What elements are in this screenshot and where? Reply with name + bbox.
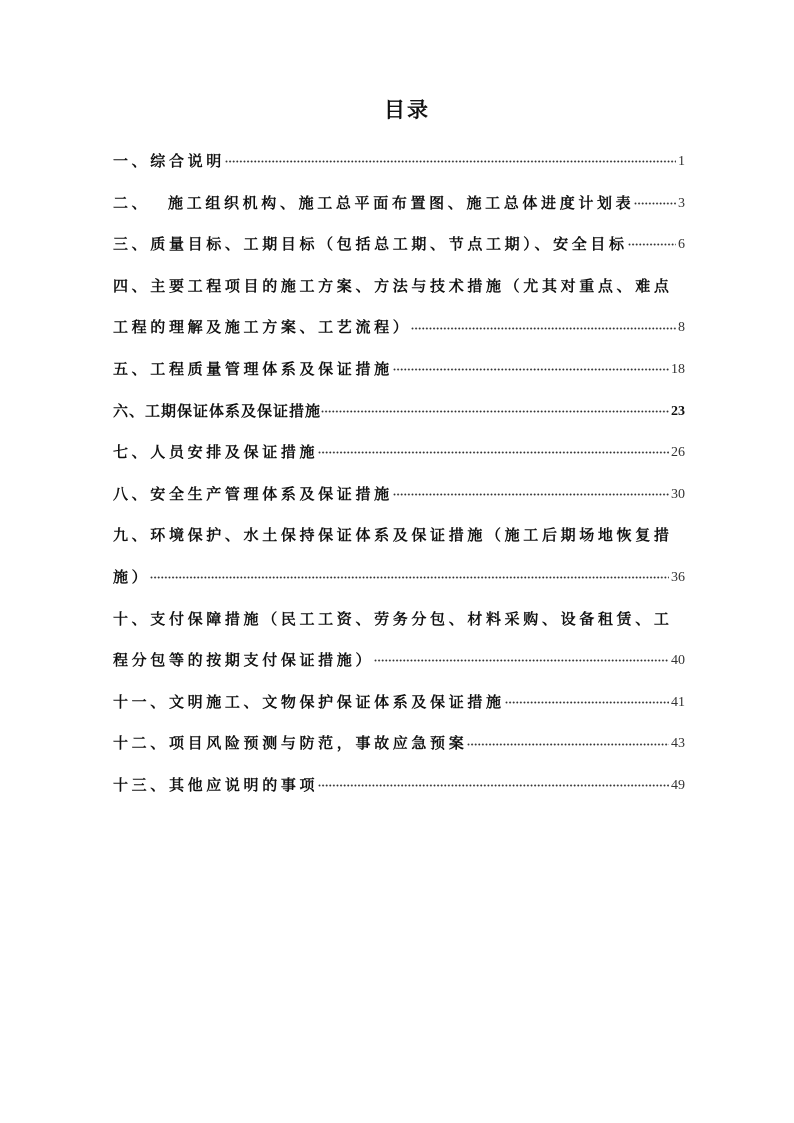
toc-entry-10[interactable] [113, 599, 689, 682]
toc-entry-row [113, 224, 685, 266]
dot-leader [150, 576, 669, 579]
dot-leader [374, 659, 669, 662]
dot-leader [628, 243, 676, 246]
dot-leader [393, 493, 669, 496]
toc-entry-text: 施） [113, 567, 151, 586]
toc-page-number: 8 [678, 320, 685, 336]
toc-entry-7[interactable] [113, 432, 689, 474]
toc-entry-text: 一、综合说明 [113, 152, 225, 170]
toc-entry-row [113, 557, 685, 599]
toc-entry-12[interactable] [113, 723, 689, 765]
dot-leader [411, 327, 676, 330]
toc-entry-text: 八、安全生产管理体系及保证措施 [113, 484, 393, 503]
toc-page-number: 30 [671, 486, 685, 502]
toc-page-number: 23 [671, 403, 685, 419]
dot-leader [634, 202, 676, 205]
toc-entry-9[interactable] [113, 515, 689, 598]
dot-leader [393, 368, 669, 371]
toc-entry-row [113, 765, 685, 807]
dot-leader [318, 451, 669, 454]
toc-entry-text-line: 四、主要工程项目的施工方案、方法与技术措施（尤其对重点、难点 [113, 276, 673, 295]
toc-page-number: 49 [671, 777, 685, 793]
dot-leader [505, 701, 669, 704]
toc-entry-text: 二、 施工组织机构、施工总平面布置图、施工总体进度计划表 [113, 193, 635, 212]
toc-entry-text-line: 十、支付保障措施（民工工资、劳务分包、材料采购、设备租赁、工 [113, 609, 673, 628]
toc-entry-4[interactable] [113, 266, 689, 349]
toc-entry-6[interactable] [113, 391, 689, 433]
dot-leader [321, 410, 669, 413]
toc-page-number: 3 [678, 195, 685, 211]
toc-entry-text: 程分包等的按期支付保证措施） [113, 651, 375, 670]
toc-entry-row [113, 391, 685, 433]
toc-entry-row [113, 183, 685, 225]
toc-entry-row [113, 432, 685, 474]
toc-page-number: 41 [671, 694, 685, 710]
toc-entry-text: 六、工期保证体系及保证措施 [113, 401, 322, 420]
toc-page-number: 40 [671, 653, 685, 669]
toc-entry-5[interactable] [113, 349, 689, 391]
toc-entry-text: 十二、项目风险预测与防范，事故应急预案 [113, 734, 468, 753]
toc-entry-text: 三、质量目标、工期目标（包括总工期、节点工期）、安全目标 [113, 235, 628, 254]
toc-entry-text: 十一、文明施工、文物保护保证体系及保证措施 [113, 692, 505, 711]
toc-page-number: 6 [678, 237, 685, 253]
toc-entry-2[interactable] [113, 183, 689, 225]
toc-entry-row [113, 349, 685, 391]
toc-entry-text: 十三、其他应说明的事项 [113, 775, 319, 794]
toc-entry-row [113, 141, 685, 183]
toc-title: 目录 [384, 98, 430, 122]
toc-page-number: 18 [671, 361, 685, 377]
toc-entry-text-line: 九、环境保护、水土保持保证体系及保证措施（施工后期场地恢复措 [113, 526, 673, 545]
toc-entry-11[interactable] [113, 682, 689, 724]
toc-entry-row [113, 307, 685, 349]
dot-leader [318, 784, 669, 787]
toc-entry-3[interactable] [113, 224, 689, 266]
toc-entry-row [113, 474, 685, 516]
toc-entry-row [113, 682, 685, 724]
toc-entry-row [113, 640, 685, 682]
toc-page-number: 1 [678, 154, 685, 169]
dot-leader [467, 743, 669, 746]
toc-page-number: 36 [671, 569, 685, 585]
toc-entry-text: 七、人员安排及保证措施 [113, 443, 319, 462]
table-of-contents [113, 141, 689, 807]
toc-entry-row [113, 723, 685, 765]
toc-page-number: 43 [671, 736, 685, 752]
toc-entry-13[interactable] [113, 765, 689, 807]
toc-page-number: 26 [671, 445, 685, 461]
toc-entry-text: 工程的理解及施工方案、工艺流程） [113, 318, 412, 337]
toc-entry-text: 五、工程质量管理体系及保证措施 [113, 359, 393, 378]
dot-leader [225, 160, 676, 163]
toc-entry-8[interactable] [113, 474, 689, 516]
toc-entry-1[interactable] [113, 141, 689, 183]
